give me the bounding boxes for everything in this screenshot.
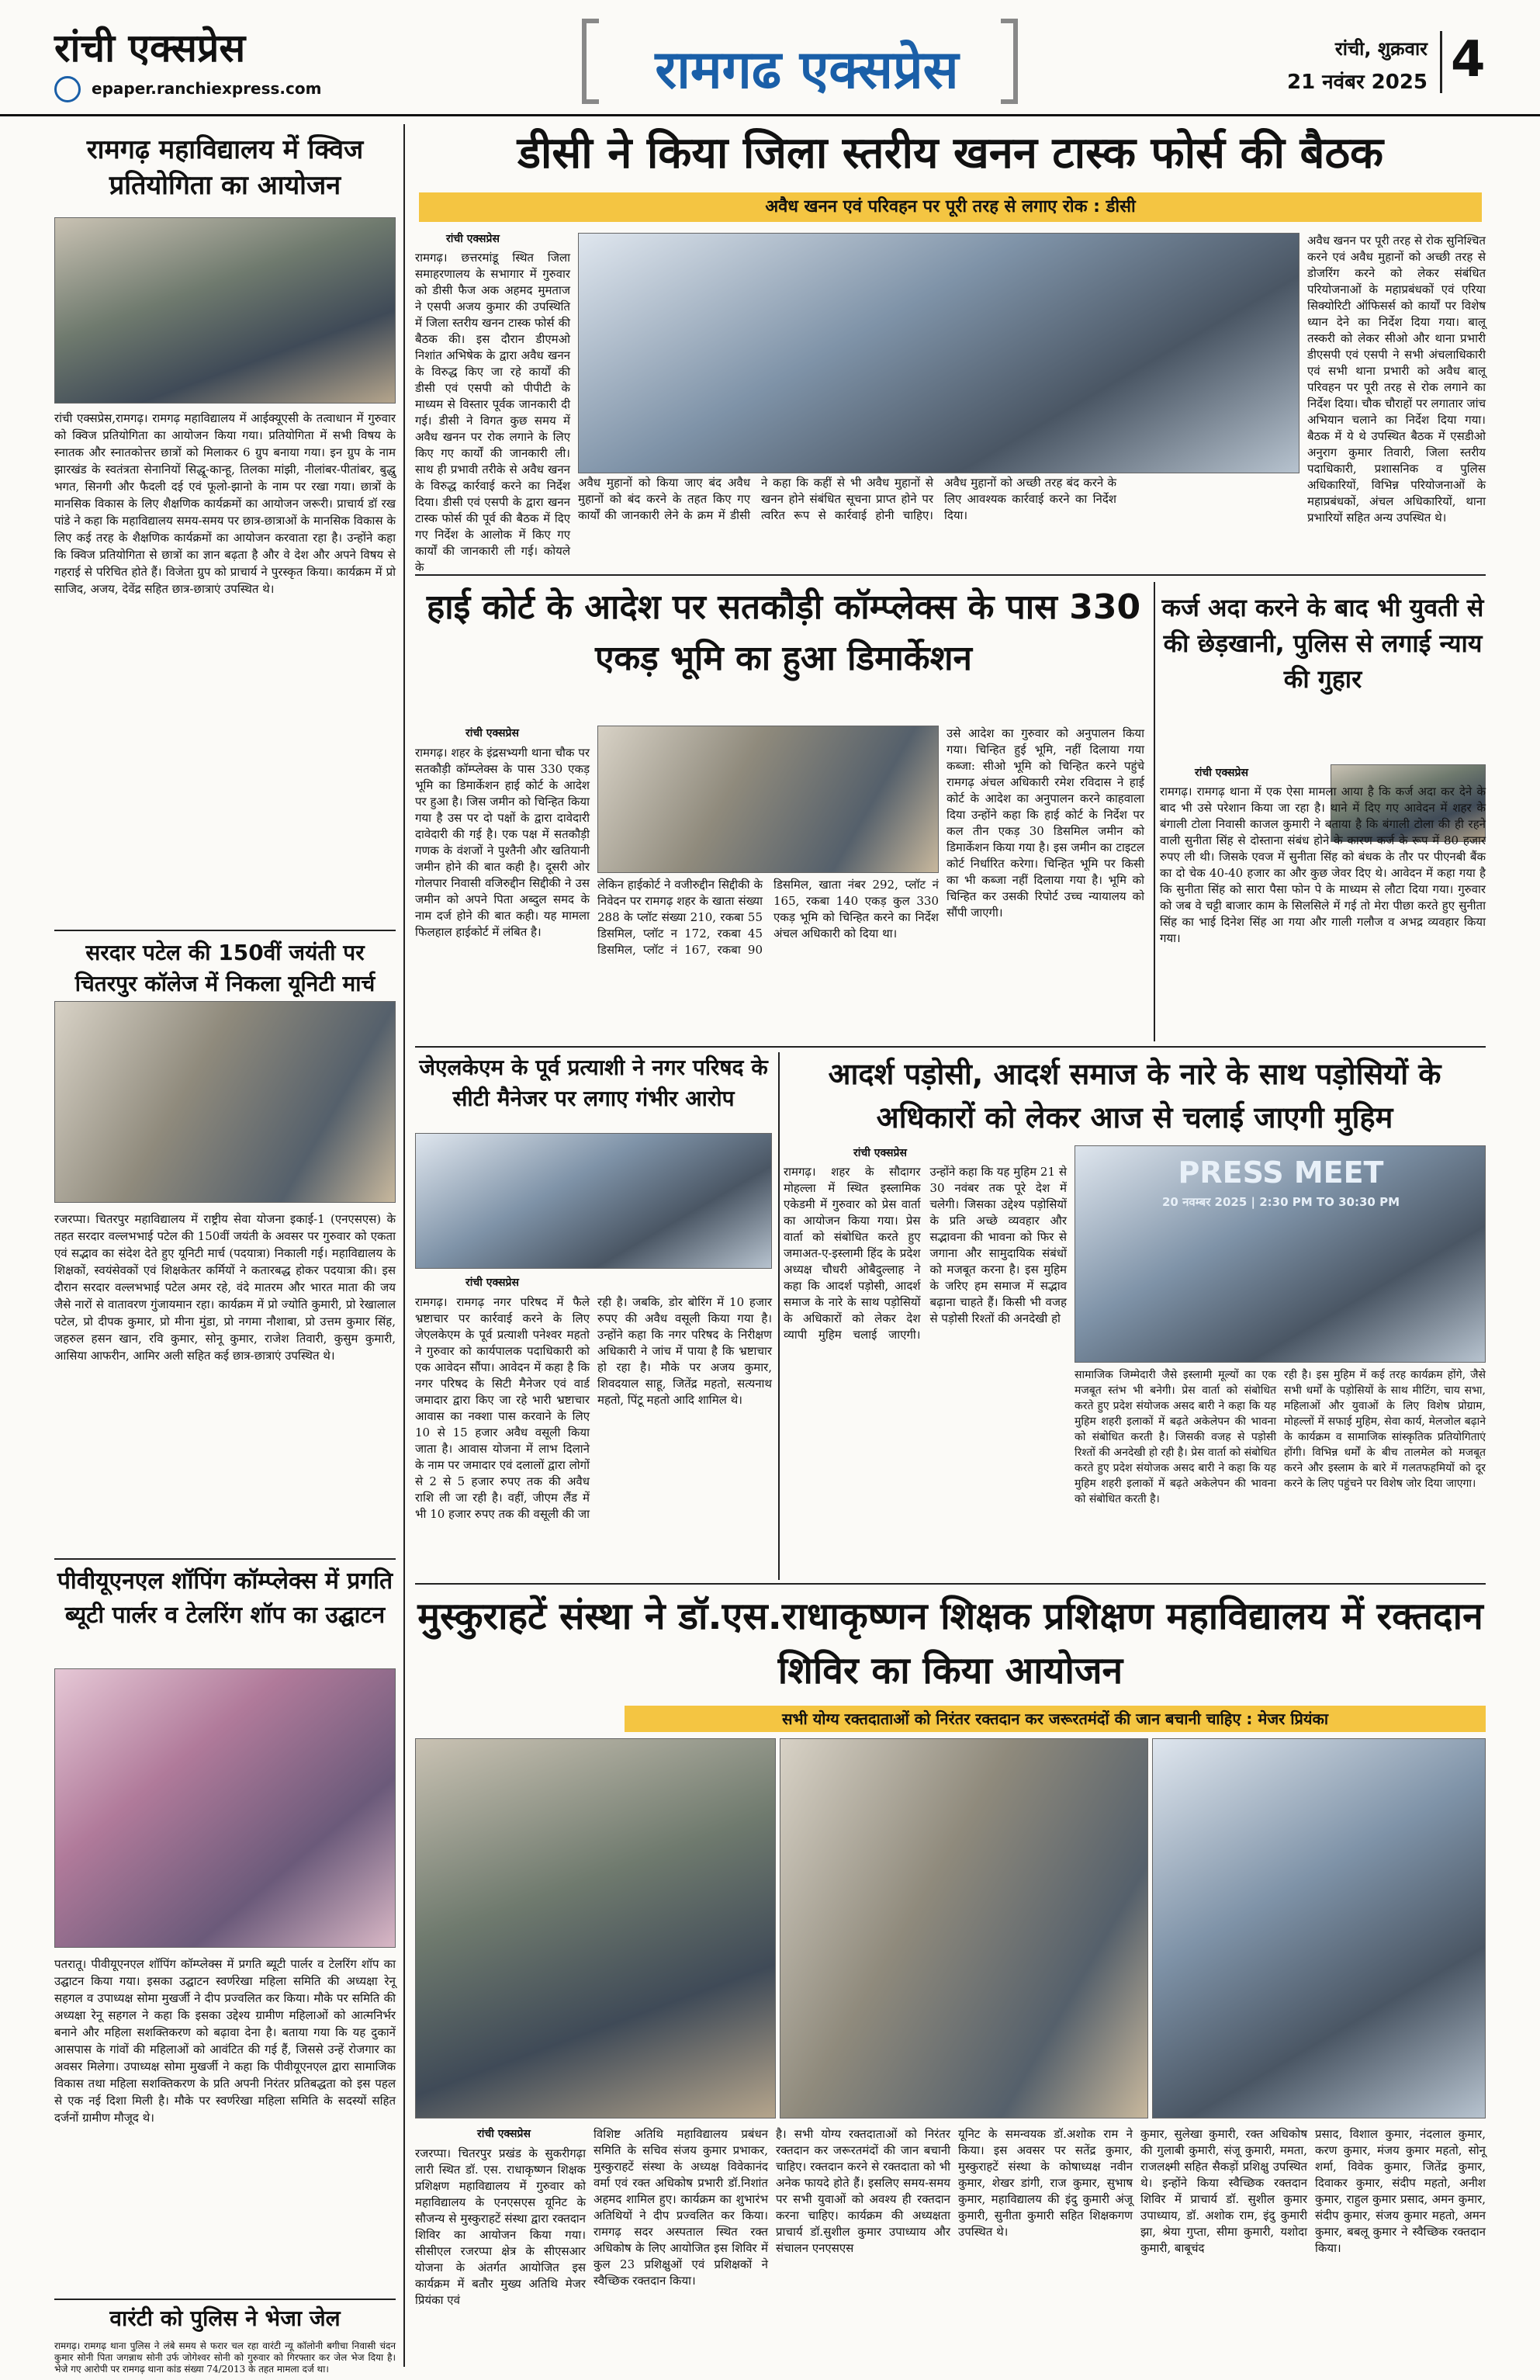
left3-photo xyxy=(54,1668,396,1948)
brand-title: रांची एक्सप्रेस xyxy=(54,26,246,71)
jlkm-col2: रही है। जबकि, डोर बोरिंग में 10 हजार रुपए की अवैध वसूली किया गया है। उन्होंने कहा कि नगर परिषद के निरीक्षण अधिकारी ने जांच में पाया है कि भ्रष्टाचार हो रहा है। मौके पर अजय कुमार, शिवदयाल साहू, जितेंद्र महतो, सत्यनाथ महतो, पिंटू महतो आदि शामिल थे। xyxy=(597,1295,772,1407)
neighbor-col3: रही है। इस मुहिम में कई तरह कार्यक्रम होंगे, जैसे सभी धर्मों के पड़ोसियों के साथ मीटिंग, चाय सभा, महिलाओं और युवाओं के लिए विशेष प्रोग्राम, मोहल्लों में सफाई मुहिम, सेवा कार्य, मेलजोल बढ़ाने के कार्यक्रम व सामाजिक सांस्कृतिक प्रतियोगिताएं होंगी। विभिन्न धर्मों के बीच तालमेल को मजबूत करने और इस्लाम के बारे में गलतफहमियों को दूर करने के लिए पहुंचने पर विशेष जोर दिया जाएगा। xyxy=(1284,1369,1486,1490)
issue-date: 21 नवंबर 2025 xyxy=(1286,71,1428,94)
press-meet-time: 20 नवम्बर 2025 | 2:30 PM TO 30:30 PM xyxy=(1162,1195,1400,1209)
hc-col2: लेकिन हाईकोर्ट ने वजीरुद्दीन सिद्दीकी के निवेदन पर रामगढ़ शहर के खाता संख्या 288 के प्लॉट संख्या 210, रकबा 55 डिसमिल, प्लॉट न 172, रकबा 45 डिसमिल, प्लॉट नं 167, रकबा 90 डिसमिल, खाता नंबर 292, प्लॉट नं 165, रकबा 140 एकड़ कुल 330 एकड़ भूमि को चिन्हित करने का निर्देश अंचल अधिकारी को दिया था। xyxy=(597,878,939,957)
lead-divider xyxy=(415,574,1486,576)
neighbor-col2: सामाजिक जिम्मेदारी जैसे इस्लामी मूल्यों का एक मजबूत स्तंभ भी बनेगी। प्रेस वार्ता को संबोधित करते हुए प्रदेश संयोजक असद बारी ने कहा कि यह मुहिम शहरी इलाकों में बढ़ते अकेलेपन की भावना को संबोधित करती है। जिसकी वजह से पड़ोसी रिश्तों की अनदेखी हो रही है। प्रेस वार्ता को संबोधित करते हुए प्रदेश संयोजक असद बारी ने कहा कि यह मुहिम शहरी इलाकों में बढ़ते अकेलेपन की भावना को संबोधित करती है। xyxy=(1075,1369,1276,1505)
blood-top-divider xyxy=(415,1583,1486,1585)
left1-body: रांची एक्सप्रेस,रामगढ़। रामगढ़ महाविद्यालय में आईक्यूएसी के तत्वाधान में गुरुवार को क्विज प्रतियोगिता का आयोजन किया गया। प्रतियोगिता में सभी विषय के स्नातक और स्नातकोत्तर छात्रों को मिलाकर 6 ग्रुप बनाया गया। इन ग्रुप के नाम झारखंड के स्वतंत्रता सेनानियों सिद्धू-कान्हू, तिलका मांझी, नीलांबर-पीतांबर, बुद्धु भगत, सिनगी और फैदली दई एवं फूलो-झानो के नाम पर रखा गया। छात्रों के मानसिक विकास के लिए शैक्षणिक कार्यक्रमों का आयोजन जरूरी। प्राचार्य डॉ रख पांडे ने कहा कि महाविद्यालय समय-समय पर छात्र-छात्राओं के मानसिक विकास के लिए कई तरह के शैक्षणिक कार्यक्रमों का आयोजन करवाता रहा है। उन्होंने कहा कि क्विज प्रतियोगिता से छात्रों का ज्ञान बढ़ता है और वे देश और अपने विषय से गहराई से परिचित होते हैं। विजेता ग्रुप को प्राचार्य ने पुरस्कृत किया। कार्यक्रम में प्रो साजिद, अजय, देवेंद्र सहित छात्र-छात्राएं उपस्थित थे। xyxy=(54,411,396,596)
blood-headline: मुस्कुराहटें संस्था ने डॉ.एस.राधाकृष्णन शिक्षक प्रशिक्षण महाविद्यालय में रक्तदान शिविर का किया आयोजन xyxy=(417,1595,1483,1692)
blood-col1: रजरप्पा। चितरपुर प्रखंड के सुकरीगढ़ा लारी स्थित डॉ. एस. राधाकृष्णन शिक्षक प्रशिक्षण महाविद्यालय में गुरुवार को महाविद्यालय के एनएसएस यूनिट के सौजन्य से मुस्कुराहटें संस्था द्वारा रक्तदान शिविर का आयोजन किया गया। सीसीएल रजरप्पा क्षेत्र के सीएसआर योजना के अंतर्गत आयोजित इस कार्यक्रम में बतौर मुख्य अतिथि मेजर प्रियंका एवं xyxy=(415,2146,586,2307)
hc-photo xyxy=(597,726,939,873)
left1-photo xyxy=(54,217,396,404)
left2-photo xyxy=(54,1001,396,1203)
left1-headline: रामगढ़ महाविद्यालय में क्विज प्रतियोगिता का आयोजन xyxy=(86,134,364,201)
loan-headline: कर्ज अदा करने के बाद भी युवती से की छेड़खानी, पुलिस से लगाई न्याय की गुहार xyxy=(1161,593,1484,694)
lead-col3: अवैध खनन पर पूरी तरह से रोक सुनिश्चित करने एवं अवैध मुहानों को अच्छी तरह से डोजरिंग करने को लेकर संबंधित परियोजनाओं के महाप्रबंधकों एवं एरिया सिक्योरिटी ऑफिसर्स को कार्यों पर विशेष ध्यान देने का निर्देश दिया गया। बालू तस्करी को लेकर सीओ और थाना प्रभारी डीएसपी एवं एसपी ने सभी अंचलाधिकारी एवं सभी थाना प्रभारी को अवैध बालू परिवहन पर पूरी तरह से रोक लगाने का निर्देश दिया। चौक चौराहों पर लगातार जांच अभियान चलाने का निर्देश दिया गया। बैठक में ये थे उपस्थित बैठक में एसडीओ अनुराग कुमार तिवारी, जिला स्तरीय पदाधिकारी, प्रशासनिक व पुलिस अधिकारियों, विभिन्न परियोजनाओं के महाप्रबंधकों, अंचल अधिकारियों, थाना प्रभारियों सहित अन्य उपस्थित थे। xyxy=(1307,234,1486,525)
lead-photo xyxy=(578,233,1299,473)
left-column xyxy=(54,124,396,2359)
press-meet-banner: PRESS MEET xyxy=(1178,1155,1384,1190)
blood-col3: है। सभी योग्य रक्तदाताओं को निरंतर रक्तदान कर जरूरतमंदों की जान बचानी चाहिए। रक्तदान करने से रक्तदाता को भी अनेक फायदे होते हैं। इसलिए समय-समय पर सभी युवाओं को अवश्य ही रक्तदान करना चाहिए। कार्यक्रम की अध्यक्षता प्राचार्य डॉ.सुशील कुमार उपाध्याय और संचालन एनएसएस xyxy=(776,2127,950,2255)
loan-byline: रांची एक्सप्रेस xyxy=(1195,767,1248,779)
column-divider xyxy=(403,124,405,2367)
left4-headline: वारंटी को पुलिस ने भेजा जेल xyxy=(109,2306,341,2331)
blood-photo-right xyxy=(1152,1738,1486,2118)
hc-loan-divider xyxy=(1154,582,1155,1041)
blood-col5: कुमार, सुलेखा कुमारी, रक्त अधिकोष की गुलाबी कुमारी, संजू कुमारी, ममता, राजलक्ष्मी सहित सैकड़ों प्रशिक्षु उपस्थित थे। इन्होंने किया स्वैच्छिक रक्तदान शिविर में प्राचार्य डॉ. सुशील कुमार उपाध्याय, डॉ. अशोक राम, इंदु कुमारी झा, श्रेया गुप्ता, सीमा कुमारी, यशोदा कुमारी, बाबूचंद xyxy=(1140,2127,1307,2255)
blood-col2: विशिष्ट अतिथि महाविद्यालय प्रबंधन समिति के सचिव संजय कुमार प्रभाकर, मुस्कुराहटें संस्था के अध्यक्ष विवेकानंद वर्मा एवं रक्त अधिकोष प्रभारी डॉ.निशांत अहमद शामिल हुए। कार्यक्रम का शुभारंभ अतिथियों ने दीप प्रज्वलित कर किया। रामगढ़ सदर अस्पताल स्थित रक्त अधिकोष के लिए आयोजित इस शिविर में कुल 23 प्रशिक्षुओं एवं प्रशिक्षकों ने स्वैच्छिक रक्तदान किया। xyxy=(594,2127,768,2288)
left-divider-3 xyxy=(54,2299,396,2300)
section-bracket-left xyxy=(582,19,599,104)
left-divider-2 xyxy=(54,1558,396,1560)
loan-body: रामगढ़। रामगढ़ थाना में एक ऐसा मामला आया है कि कर्ज अदा कर देने के बाद भी उसे परेशान किया जा रहा है। थाने में दिए गए आवेदन में शहर के बंगाली टोला निवासी काजल कुमारी ने बताया है कि बंगाली टोला की ही रहने वाली सुनीता सिंह से दोस्ताना संबंध होने के कारण कर्ज के रूप में 80 हजार रुपए ली थी। जिसके एवज में सुनीता सिंह को बंधक के तौर पर पीएनबी बैंक का दो चेक 40-40 हजार का और कुछ जेवर दिए थे। आवेदन में कहा गया है कि सुनीता सिंह को सारा पैसा फोन पे के माध्यम से लौटा दिया गया। गुरुवार को जब वे चट्टी बाजार काम के सिलसिले में गई तो मेरा पीछा करते हुए सुनीता सिंह का भाई दिनेश सिंह आ गया और गाली गलौज व अभद्र व्यवहार किया गया। xyxy=(1160,785,1486,945)
mid-divider xyxy=(415,1046,1486,1048)
left3-headline: पीवीयूएनएल शॉपिंग कॉम्प्लेक्स में प्रगति ब्यूटी पार्लर व टेलरिंग शॉप का उद्घाटन xyxy=(57,1568,393,1629)
jlkm-headline: जेएलकेएम के पूर्व प्रत्याशी ने नगर परिषद के सीटी मैनेजर पर लगाए गंभीर आरोप xyxy=(419,1055,768,1111)
page-number: 4 xyxy=(1451,31,1486,88)
jlkm-byline: रांची एक्सप्रेस xyxy=(465,1277,519,1289)
left2-body: रजरप्पा। चितरपुर महाविद्यालय में राष्ट्रीय सेवा योजना इकाई-1 (एनएसएस) के तहत सरदार वल्लभभाई पटेल की 150वीं जयंती के अवसर पर गुरुवार को एकता एवं सद्भाव का संदेश देते हुए यूनिटी मार्च (पदयात्रा) निकाली गई। महाविद्यालय के शिक्षकों, स्वयंसेवकों एवं शिक्षकेतर कर्मियों ने कतारबद्ध होकर पदयात्रा की। इस दौरान सरदार वल्लभभाई पटेल अमर रहे, वंदे मातरम और भारत माता की जय जैसे नारों से वातावरण गुंजायमान रहा। कार्यक्रम में प्रो ज्योति कुमारी, प्रो रेखालाल पटेल, प्रो दीपक कुमार, प्रो मीना मुंडा, प्रो नगमा नौशाबा, प्रो उत्तम कुमार सिंह, जहरुल हसन खान, रवि कुमार, सोनू कुमार, राजेश तिवारी, कुसुम कुमारी, आसिया आफरीन, आमिर अली सहित कई छात्र-छात्राएं उपस्थित थे। xyxy=(54,1212,396,1363)
neighbor-headline: आदर्श पड़ोसी, आदर्श समाज के नारे के साथ पड़ोसियों के अधिकारों को लेकर आज से चलाई जाएगी मुहिम xyxy=(828,1057,1441,1135)
masthead xyxy=(0,0,1540,116)
lead-col1: रामगढ़। छत्तरमांडू स्थित जिला समाहरणालय के सभागार में गुरुवार को डीसी फैज अक अहमद मुमताज ने एसपी अजय कुमार की उपस्थिति में जिला स्तरीय खनन टास्क फोर्स की बैठक की। इस दौरान डीएमओ निशांत अभिषेक के द्वारा अवैध खनन के विरुद्ध किए जा रहे कार्यों की डीसी एवं एसपी को पीपीटी के माध्यम से विस्तार पूर्वक जानकारी दी गई। डीसी ने विगत कुछ समय में अवैध खनन पर रोक लगाने के लिए किए गए कार्यों की जानकारी ली। साथ ही प्रभावी तरीके से अवैध खनन के विरुद्ध कार्रवाई करने का निर्देश दिया। डीसी एवं एसपी के द्वारा खनन टास्क फोर्स की पूर्व की बैठक में दिए गए निर्देश के आलोक में किए गए कार्यों की जानकारी ली गई। कोयले के xyxy=(415,251,570,574)
hc-col3: उसे आदेश का गुरुवार को अनुपालन किया गया। चिन्हित हुई भूमि, नहीं दिलाया गया कब्जा: सीओ भूमि को चिन्हित करने पहुंचे रामगढ़ अंचल अधिकारी रमेश रविदास ने हाई कोर्ट के आदेश का अनुपालन करने काहवाला दिया उन्होंने कहा कि हाई कोर्ट के निर्देश पर कल तीन एकड़ 30 डिसमिल जमीन को डिमार्केशन किया गया है। इस जमीन का टाइटल कोर्ट निर्धारित करेगा। चिन्हित भूमि पर किसी का भी कब्जा नहीं दिलाया गया है। भूमि को चिन्हित कर उसकी रिपोर्ट उच्च न्यायालय को सौंपी जाएगी। xyxy=(946,726,1144,920)
jlkm-divider xyxy=(778,1052,780,1580)
lead-byline: रांची एक्सप्रेस xyxy=(446,233,500,245)
jlkm-col1: रामगढ़। रामगढ़ नगर परिषद में फैले भ्रष्टाचार पर कार्रवाई करने के लिए जेएलकेएम के पूर्व प्रत्याशी पनेश्वर महतो ने गुरुवार को कार्यपालक पदाधिकारी को एक आवेदन सौंपा। आवेदन में कहा है कि नगर परिषद के सिटी मैनेजर एवं वार्ड जमादार द्वारा किए जा रहे भारी भ्रष्टाचार आवास का नक्शा पास करवाने के लिए 10 से 15 हजार अवैध वसूली किया जाता है। आवास योजना में लाभ दिलाने के नाम पर जमादार एवं दलालों द्वारा लोगों से 2 से 5 हजार रुपए तक की अवैध राशि ली जा रही है। वहीं, जीएम लैंड में भी 10 हजार रुपए तक की वसूली की जा xyxy=(415,1295,590,1521)
blood-col6: प्रसाद, विशाल कुमार, नंदलाल कुमार, करण कुमार, मंजय कुमार महतो, सोनू शर्मा, विवेक कुमार, जितेंद्र कुमार, दिवाकर कुमार, संदीप महतो, अनीश कुमार, राहुल कुमार प्रसाद, अमन कुमार, संदीप कुमार, संजय कुमार महतो, अमन कुमार, बबलू कुमार ने स्वैच्छिक रक्तदान किया। xyxy=(1315,2127,1486,2255)
left-divider-1 xyxy=(54,930,396,931)
neighbor-photo xyxy=(1075,1145,1486,1363)
left3-body: पतरातू। पीवीयूएनएल शॉपिंग कॉम्प्लेक्स में प्रगति ब्यूटी पार्लर व टेलरिंग शॉप का उद्घाटन किया गया। इसका उद्घाटन स्वर्णरेखा महिला समिति की अध्यक्षा रेनू सहगल व उपाध्यक्ष सोमा मुखर्जी ने दीप प्रज्वलित कर किया। मौके पर समिति की अध्यक्षा रेनू सहगल ने कहा कि इसका उद्देश्य ग्रामीण महिलाओं को आत्मनिर्भर बनाने और महिला सशक्तिकरण को बढ़ावा देना है। बताया गया कि यह दुकानें आसपास के गांवों की महिलाओं को आवंटित की गई हैं, जिससे उन्हें रोजगार का अवसर मिलेगा। उपाध्यक्ष सोमा मुखर्जी ने कहा कि पीवीयूएनएल द्वारा सामाजिक विकास तथा महिला सशक्तिकरण के प्रति अपनी निरंतर प्रतिबद्धता को इस पहल से एक नई दिशा मिली है। मौके पर स्वर्णरेखा महिला समिति के सदस्यों सहित दर्जनों ग्रामीण मौजूद थे। xyxy=(54,1957,396,2125)
section-title: रामगढ एक्सप्रेस xyxy=(655,40,959,101)
jlkm-photo xyxy=(415,1133,772,1269)
blood-byline: रांची एक्सप्रेस xyxy=(477,2128,531,2140)
left4-body: रामगढ़। रामगढ़ थाना पुलिस ने लंबे समय से फरार चल रहा वारंटी न्यू कॉलोनी बगीचा निवासी चंदन कुमार सोनी पिता जगन्नाथ सोनी उर्फ जोगेश्वर सोनी को गुरुवार को गिरफ्तार कर जेल भेज दिया है। भेजे गए आरोपी पर रामगढ़ थाना कांड संख्या 74/2013 के तहत मामला दर्ज था। xyxy=(54,2340,396,2375)
epaper-url[interactable]: epaper.ranchiexpress.com xyxy=(92,79,322,98)
section-bracket-right xyxy=(1001,19,1018,104)
lead-strap: अवैध खनन एवं परिवहन पर पूरी तरह से लगाए रोक : डीसी xyxy=(419,192,1482,222)
neighbor-col1: रामगढ़। शहर के सौदागर मोहल्ला में स्थित इस्लामिक एकेडमी में गुरुवार को प्रेस वार्ता का आयोजन किया गया। प्रेस वार्ता को संबोधित करते हुए जमाअत-ए-इस्लामी हिंद के प्रदेश अध्यक्ष चौधरी ओबैदुल्लाह ने कहा कि आदर्श पड़ोसी, आदर्श समाज के नारे के साथ पड़ोसियों के अधिकारों को लेकर देश व्यापी मुहिम चलाई जाएगी। उन्होंने कहा कि यह मुहिम 21 से 30 नवंबर तक पूरे देश में चलेगी। जिसका उद्देश्य पड़ोसियों के प्रति अच्छे व्यवहार और सद्भावना की भावना को फिर से जगाना और सामुदायिक संबंधों को मजबूत करना है। इस मुहिम के जरिए हम समाज में सद्भाव बढ़ाना चाहते हैं। किसी भी वजह से पड़ोसी रिश्तों की अनदेखी हो xyxy=(784,1165,1067,1342)
city-day: रांची, शुक्रवार xyxy=(1334,38,1428,60)
left2-headline: सरदार पटेल की 150वीं जयंती पर चितरपुर कॉलेज में निकला यूनिटी मार्च xyxy=(74,940,375,996)
hc-col1: रामगढ़। शहर के इंद्रसभ्यगी थाना चौक पर सतकौड़ी कॉम्प्लेक्स के पास 330 एकड़ भूमि का डिमार्केशन हाई कोर्ट के आदेश पर हुआ है। जिस जमीन को चिन्हित किया गया है उस पर दो पक्षों के द्वारा दावेदारी दावेदारी की गई है। एक पक्ष में सतकौड़ी गणक के वंशजों ने पुश्तैनी और खतियानी जमीन होने की बात कही है। दूसरी ओर गोलपार निवासी वजिरुद्दीन सिद्दीकी ने उस जमीन को अपने पिता अब्दुल समद के नाम दर्ज होने की बात कही। यह मामला फिलहाल हाईकोर्ट में लंबित है। xyxy=(415,746,590,939)
page-no-divider xyxy=(1440,31,1442,93)
hc-byline: रांची एक्सप्रेस xyxy=(465,727,519,740)
neighbor-byline: रांची एक्सप्रेस xyxy=(853,1147,907,1159)
lead-col2: अवैध मुहानों को किया जाए बंद अवैध मुहानों को बंद करने के तहत किए गए कार्यों की जानकारी लेने के क्रम में डीसी ने कहा कि कहीं से भी अवैध मुहानों से खनन होने संबंधित सूचना प्राप्त होने पर त्वरित रूप से कार्रवाई होनी चाहिए। अवैध मुहानों को अच्छी तरह बंद करने के लिए आवश्यक कार्रवाई करने का निर्देश दिया। xyxy=(578,476,1116,522)
blood-strap: सभी योग्य रक्तदाताओं को निरंतर रक्तदान कर जरूरतमंदों की जान बचानी चाहिए : मेजर प्रियंका xyxy=(625,1706,1486,1732)
hc-headline: हाई कोर्ट के आदेश पर सतकौड़ी कॉम्प्लेक्स के पास 330 एकड़ भूमि का हुआ डिमार्केशन xyxy=(426,587,1141,678)
blood-photo-left xyxy=(415,1738,776,2118)
blood-photo-center xyxy=(780,1738,1148,2118)
lead-headline: डीसी ने किया जिला स्तरीय खनन टास्क फोर्स की बैठक xyxy=(517,128,1384,178)
brand-logo-icon xyxy=(54,76,81,102)
blood-col4: यूनिट के समन्वयक डॉ.अशोक राम ने किया। इस अवसर पर सतेंद्र कुमार, मुस्कुराहटें संस्था के कोषाध्यक्ष नवीन कुमार, शेखर डांगी, राज कुमार, सुभाष कुमार, महाविद्यालय की इंदु कुमारी अंजू कुमारी, सुनीता कुमारी सहित शिक्षकगण उपस्थित थे। xyxy=(958,2127,1133,2239)
